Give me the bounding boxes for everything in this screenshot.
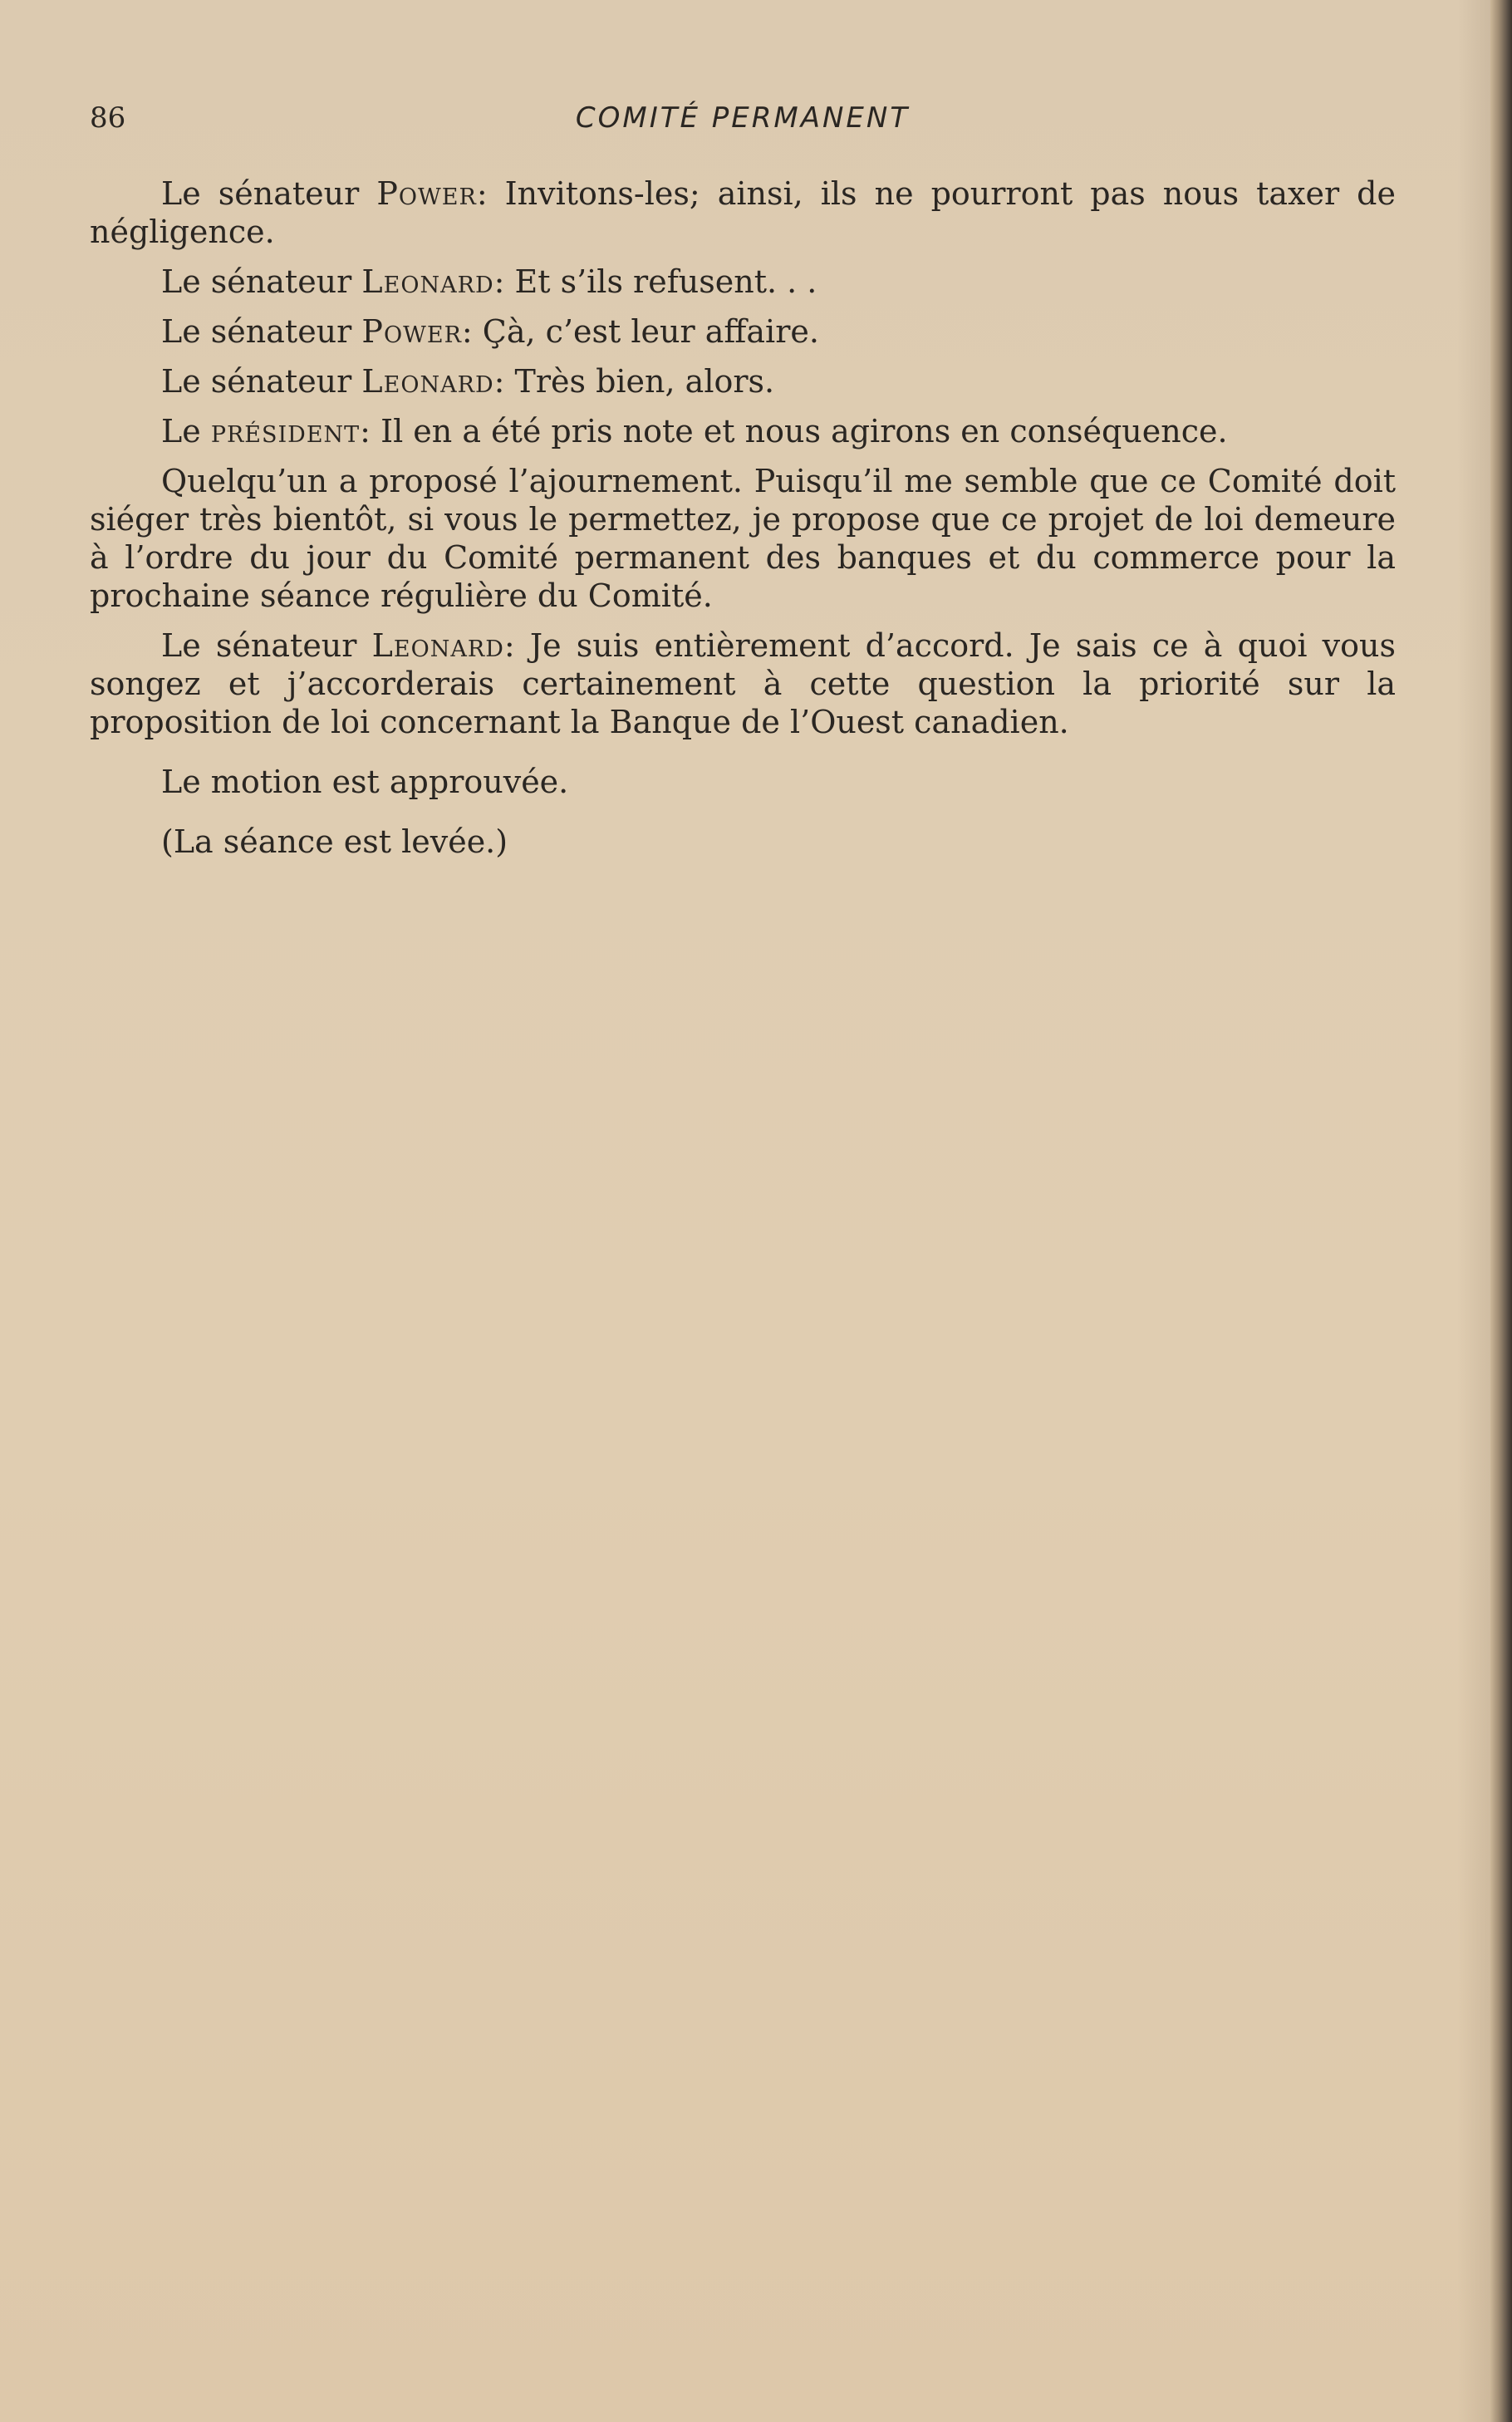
paragraph-power-invitons [90, 174, 1396, 251]
speaker-prefix: Le sénateur [161, 627, 372, 664]
paragraph-president-note [90, 412, 1396, 450]
paragraph-text: Quelqu’un a proposé l’ajournement. Puisqu’il me semble que ce Comité doit siéger très bientôt, si vous le permettez, je propose que ce projet de loi demeure à l’ordre du jour du Comité permanent des banques et du commerce pour la prochaine séance régulière du Comité. [90, 463, 1396, 614]
paragraph-text: Et s’ils refusent. . . [514, 263, 817, 300]
speaker-suffix: : [503, 627, 530, 664]
speaker-name: Leonard [361, 363, 494, 400]
document-body [90, 174, 1396, 872]
paragraph-ajournement [90, 462, 1396, 615]
speaker-name: Power [361, 313, 462, 350]
paragraph-power-affaire [90, 312, 1396, 351]
paragraph-leonard-accord [90, 626, 1396, 741]
speaker-prefix: Le sénateur [161, 263, 362, 300]
running-title: COMITÉ PERMANENT [575, 101, 911, 135]
speaker-suffix: : [360, 413, 381, 450]
speaker-prefix: Le sénateur [161, 313, 362, 350]
speaker-name: Leonard [361, 263, 494, 300]
page-header [90, 101, 1396, 143]
paragraph-text: Il en a été pris note et nous agirons en conséquence. [380, 413, 1228, 450]
paragraph-text: Le motion est approuvée. [161, 764, 569, 800]
speaker-name: Leonard [371, 627, 504, 664]
paragraph-text: Je suis entièrement d’accord. Je sais ce à quoi vous songez et j’accorderais certainement à cette question la priorité sur la proposition de loi concernant la Banque de l’Ouest canadien. [90, 627, 1396, 740]
paragraph-motion [90, 763, 1396, 801]
speaker-name: Power [376, 175, 477, 212]
paragraph-text: Çà, c’est leur affaire. [482, 313, 819, 350]
speaker-suffix: : [476, 175, 505, 212]
page-number: 86 [90, 101, 126, 135]
speaker-prefix: Le sénateur [161, 175, 377, 212]
speaker-suffix: : [493, 363, 515, 400]
speaker-prefix: Le sénateur [161, 363, 362, 400]
page-binding-shadow [1457, 0, 1490, 2422]
speaker-prefix: Le [161, 413, 211, 450]
speaker-suffix: : [493, 263, 515, 300]
paragraph-text: Invitons-les; ainsi, ils ne pourront pas nous taxer de négligence. [90, 175, 1396, 250]
paragraph-text: (La séance est levée.) [161, 823, 508, 860]
paragraph-seance-levee [90, 823, 1396, 861]
paragraph-text: Très bien, alors. [514, 363, 775, 400]
page-binding-edge [1490, 0, 1512, 2422]
paragraph-leonard-refusent [90, 263, 1396, 301]
paragraph-leonard-tres-bien [90, 362, 1396, 400]
speaker-name: président [210, 413, 361, 450]
speaker-suffix: : [461, 313, 483, 350]
